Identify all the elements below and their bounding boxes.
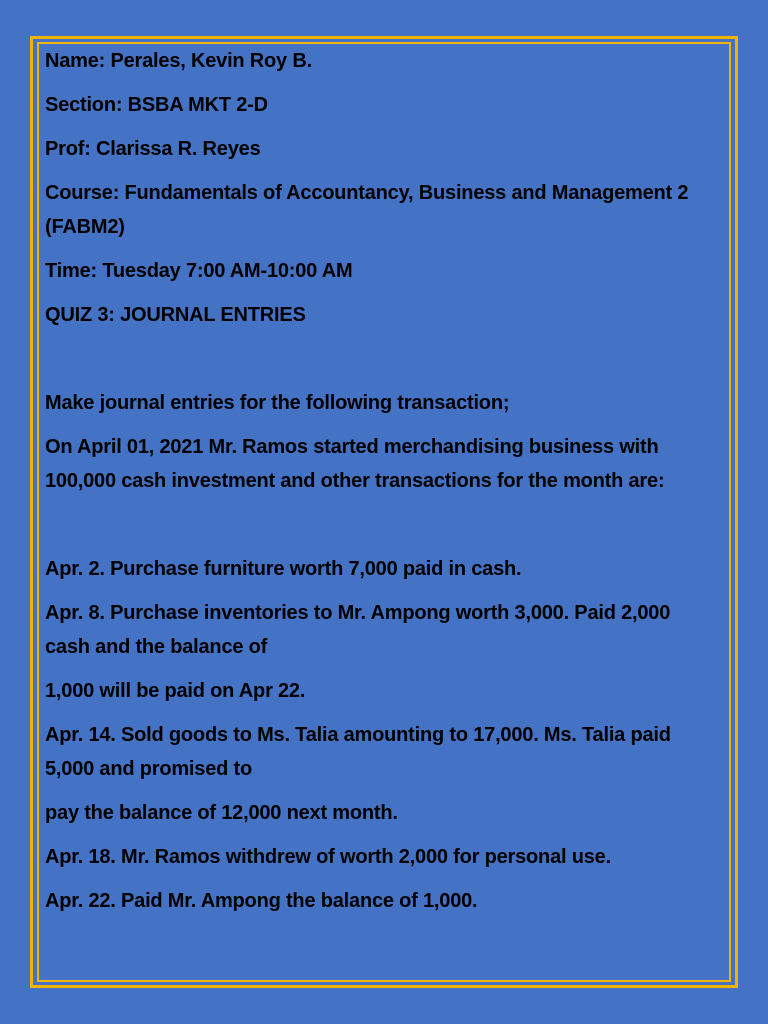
time-line: Time: Tuesday 7:00 AM-10:00 AM (45, 260, 353, 282)
intro-text: On April 01, 2021 Mr. Ramos started merchandising business with 100,000 cash investment and other transactions for the month are: (45, 436, 665, 492)
transaction-apr-8: Apr. 8. Purchase inventories to Mr. Ampong worth 3,000. Paid 2,000 cash and the balance of (45, 602, 671, 658)
prof-line: Prof: Clarissa R. Reyes (45, 138, 261, 160)
instruction-text: Make journal entries for the following transaction; (45, 392, 510, 414)
transaction-apr-14: Apr. 14. Sold goods to Ms. Talia amounting to 17,000. Ms. Talia paid 5,000 and promised to (45, 724, 671, 780)
transaction-apr-22: Apr. 22. Paid Mr. Ampong the balance of 1,000. (45, 890, 478, 912)
transaction-apr-2: Apr. 2. Purchase furniture worth 7,000 paid in cash. (45, 558, 522, 580)
course-line: Course: Fundamentals of Accountancy, Business and Management 2 (FABM2) (45, 182, 689, 238)
quiz-title: QUIZ 3: JOURNAL ENTRIES (45, 304, 306, 326)
transaction-apr-14-cont: pay the balance of 12,000 next month. (45, 802, 398, 824)
transaction-apr-18: Apr. 18. Mr. Ramos withdrew of worth 2,000 for personal use. (45, 846, 611, 868)
transaction-apr-8-cont: 1,000 will be paid on Apr 22. (45, 680, 306, 702)
section-line: Section: BSBA MKT 2-D (45, 94, 268, 116)
document-body (45, 44, 705, 928)
student-name: Name: Perales, Kevin Roy B. (45, 50, 312, 72)
